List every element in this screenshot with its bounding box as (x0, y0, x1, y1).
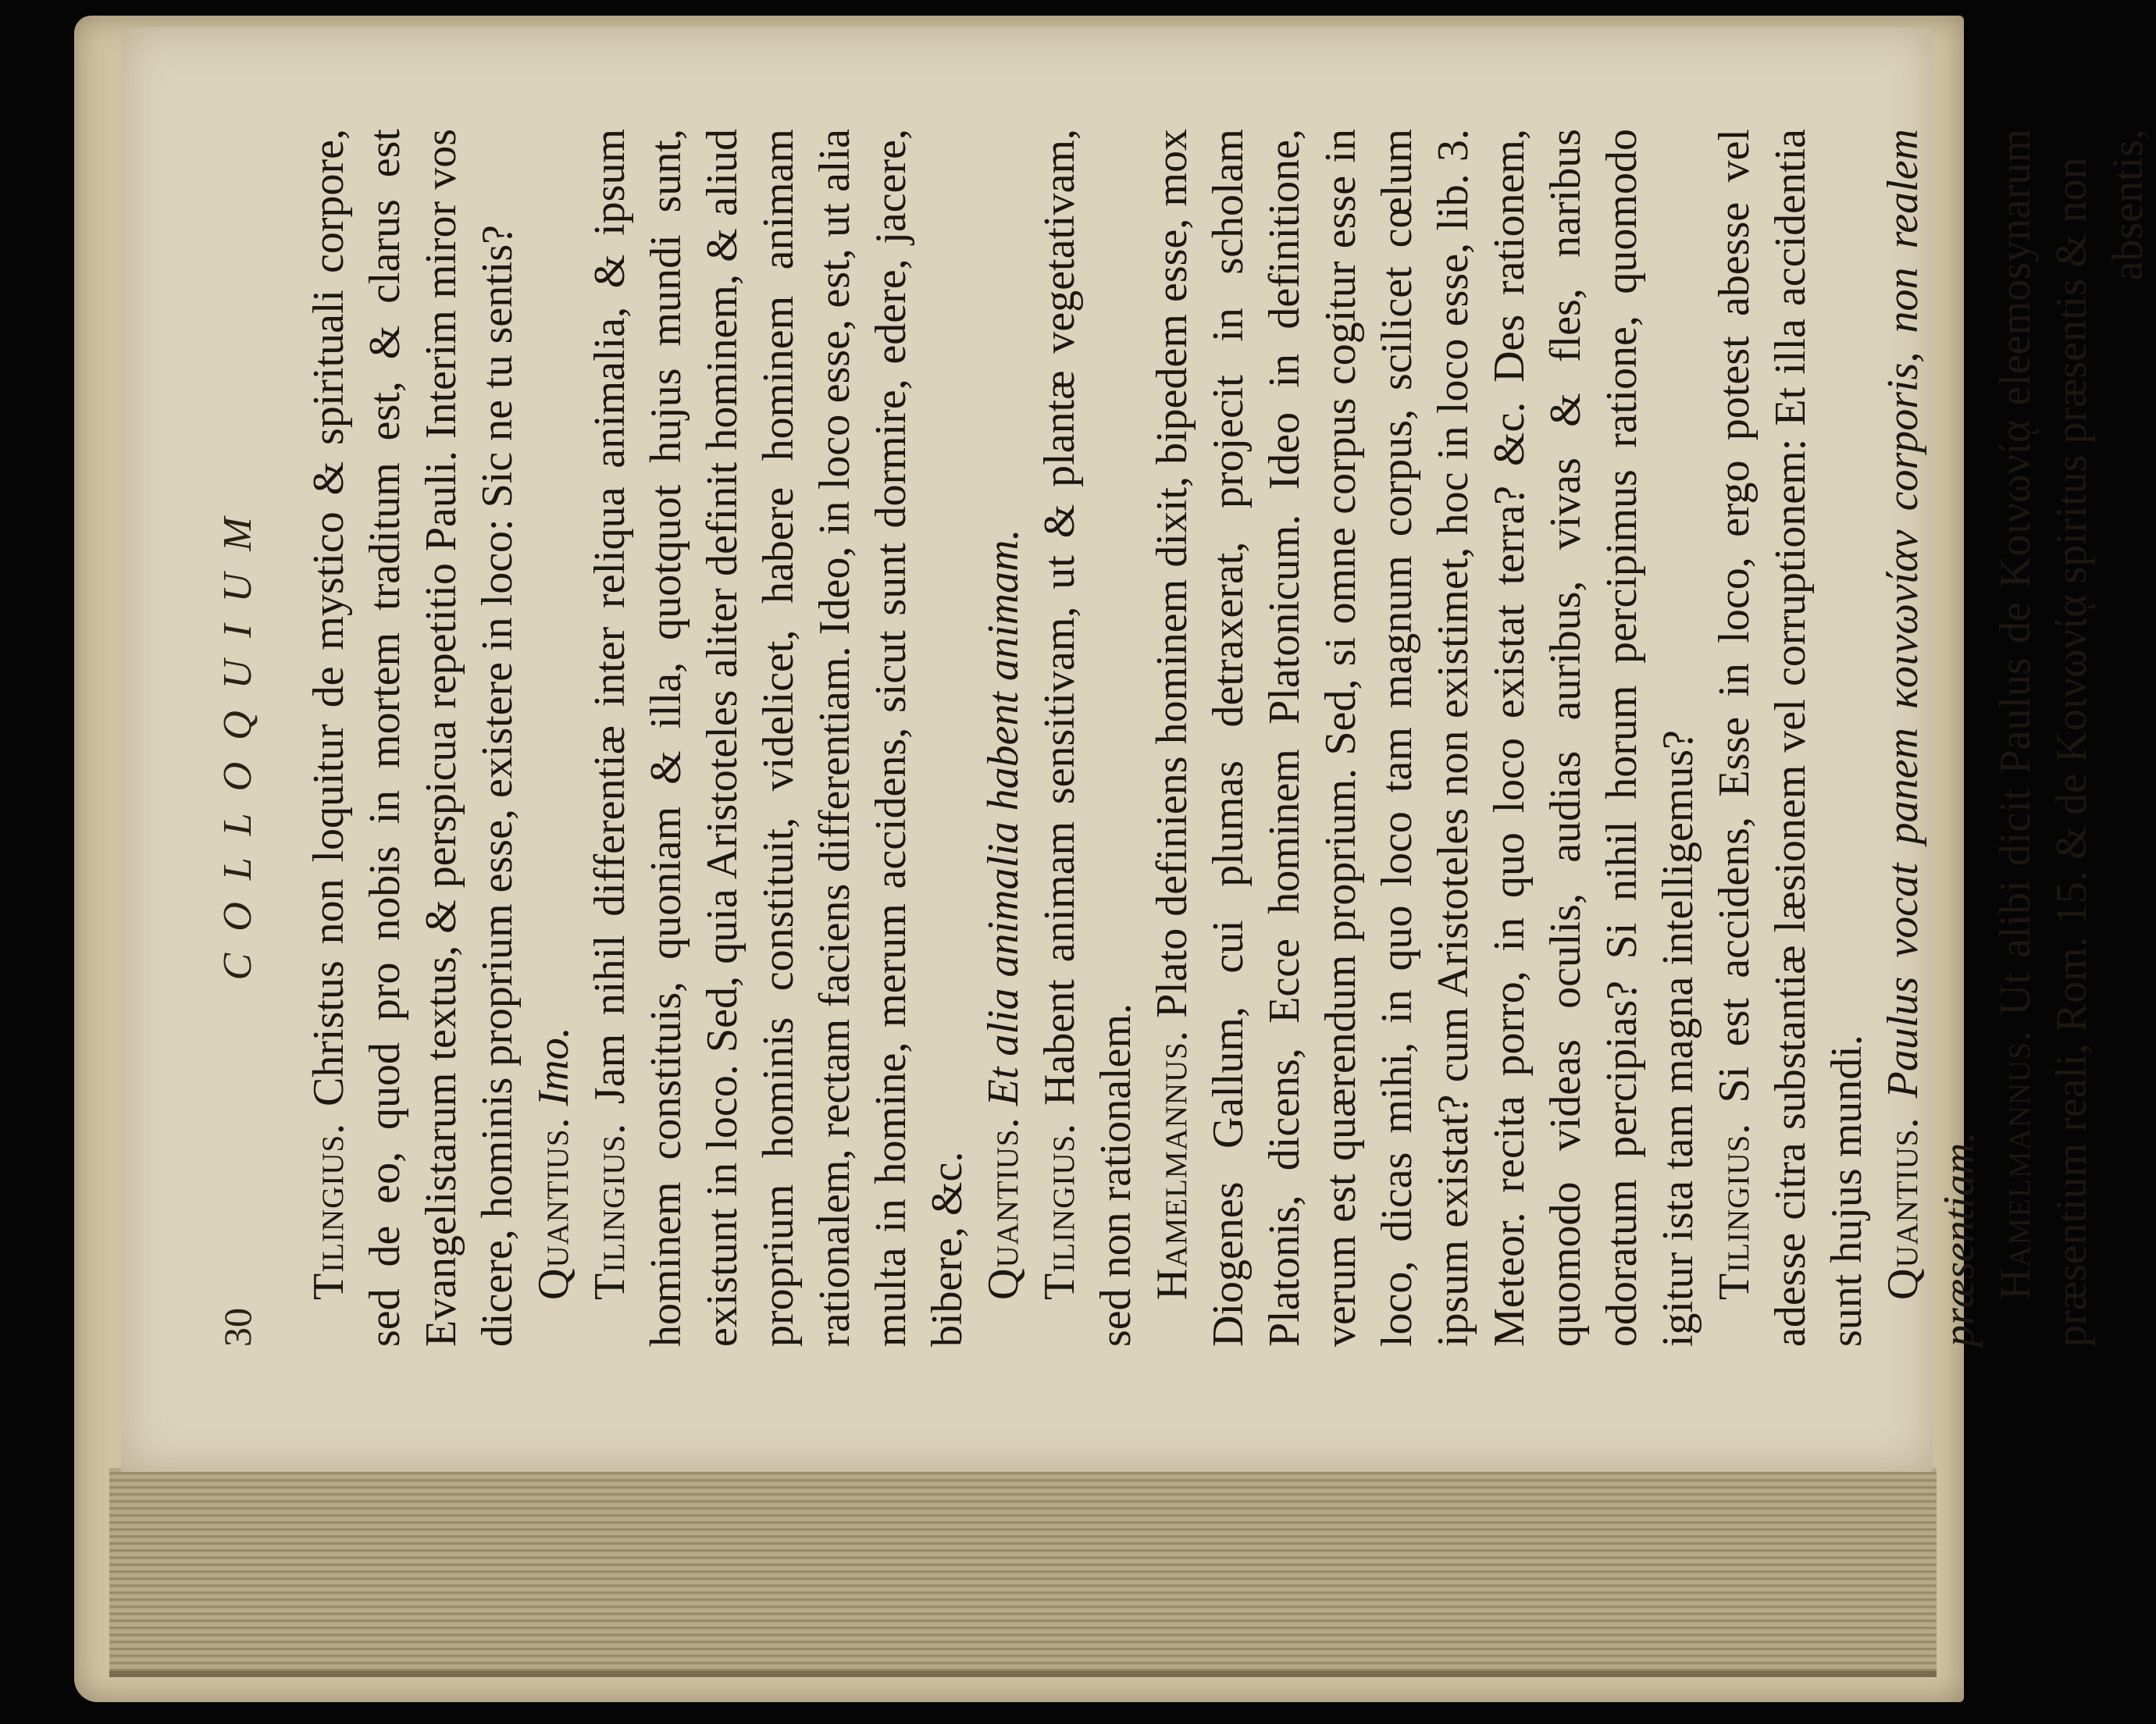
speaker-name: Quantius. (979, 1117, 1028, 1300)
speaker-name: Quantius. (1879, 1117, 1927, 1300)
paragraph (582, 129, 975, 1347)
paragraph-text: Ut alibi dicit Paulus de Κοινωνίᾳ eleemosynarum præsentium reali, Rom. 15. & de Κοινωνίᾳ spiritus præsentis & non (1991, 129, 2096, 1347)
paragraph (301, 129, 526, 1347)
paragraph-text: Jam nihil differentiæ inter reliqua animalia, & ipsum hominem constituis, quoniam & illa, quotquot hujus mundi sunt, existunt in loco. Sed, quia Aristoteles aliter definit hominem, & aliud proprium hominis constituit, videlicet, habere hominem animam rationalem, rectam faciens differentiam. Ideo, in loco esse, est, ut alia multa in homine, merum accidens, sicut sunt dormire, edere, jacere, bibere, &c. (586, 128, 971, 1347)
paragraph (1144, 129, 1706, 1347)
paragraph-text: Et alia animalia habent animam. (979, 529, 1028, 1106)
paragraph (975, 129, 1032, 1347)
paragraph (1706, 129, 1875, 1347)
text-block (301, 129, 2156, 1347)
paragraph (1032, 129, 1144, 1347)
paragraph (1875, 129, 1987, 1347)
speaker-name: Tilingius. (305, 1122, 353, 1300)
book-page (121, 27, 2152, 1472)
paragraph-text: Paulus vocat panem κοινωνίαν corporis, non realem præsentiam. (1879, 129, 1983, 1347)
speaker-name: Tilingius. (1035, 1122, 1084, 1300)
paragraph-text: Habent animam sensitivam, ut & plantæ vegetativam, sed non rationalem. (1035, 129, 1140, 1347)
paragraph-text: Si est accidens, Esse in loco, ergo potest abesse vel adesse citra substantiæ læsionem vel corruptionem: Et illa accidentia sunt hujus mundi. (1710, 129, 1871, 1347)
catchword: absentis, (2104, 129, 2152, 281)
speaker-name: Hamelmannus. (1148, 1030, 1196, 1300)
speaker-name: Hamelmannus. (1991, 1030, 2040, 1300)
paragraph-text: Plato definiens hominem dixit, bipedem esse, mox Diogenes Gallum, cui plumas detraxerat, projecit in scholam Platonis, dicens, Ecce hominem Platonicum. Ideo in definitione, verum est quærendum proprium. Sed, si omne corpus cogitur esse in loco, dicas mihi, in quo loco tam magnum corpus, scilicet cœlum ipsum existat? cum Aristoteles non existimet, hoc in loco esse, lib. 3. Meteor. recita porro, in quo loco existat terra? &c. Des rationem, quomodo videas oculis, audias auribus, vivas & fles, naribus odoratum percipias? Si nihil horum percipimus ratione, quomodo igitur ista tam magna intelligemus? (1148, 129, 1702, 1347)
running-head-title: COLLOQUIUM (216, 495, 260, 981)
rotated-page-content (121, 27, 2152, 1472)
speaker-name: Tilingius. (586, 1122, 634, 1300)
paragraph (526, 129, 582, 1347)
page-number: 30 (216, 1308, 259, 1347)
paragraph (1987, 129, 2100, 1347)
running-head (215, 129, 269, 1347)
speaker-name: Quantius. (529, 1117, 578, 1300)
paragraph-text: Christus non loquitur de mystico & spirituali corpore, sed de eo, quod pro nobis in mortem traditum est, & clarus est Evangelistarum textus, & perspicua repetitio Pauli. Interim miror vos dicere, hominis proprium esse, existere in loco: Sic ne tu sentis? (305, 129, 522, 1347)
paragraph-text: Imo. (529, 1027, 578, 1106)
speaker-name: Tilingius. (1710, 1122, 1759, 1300)
